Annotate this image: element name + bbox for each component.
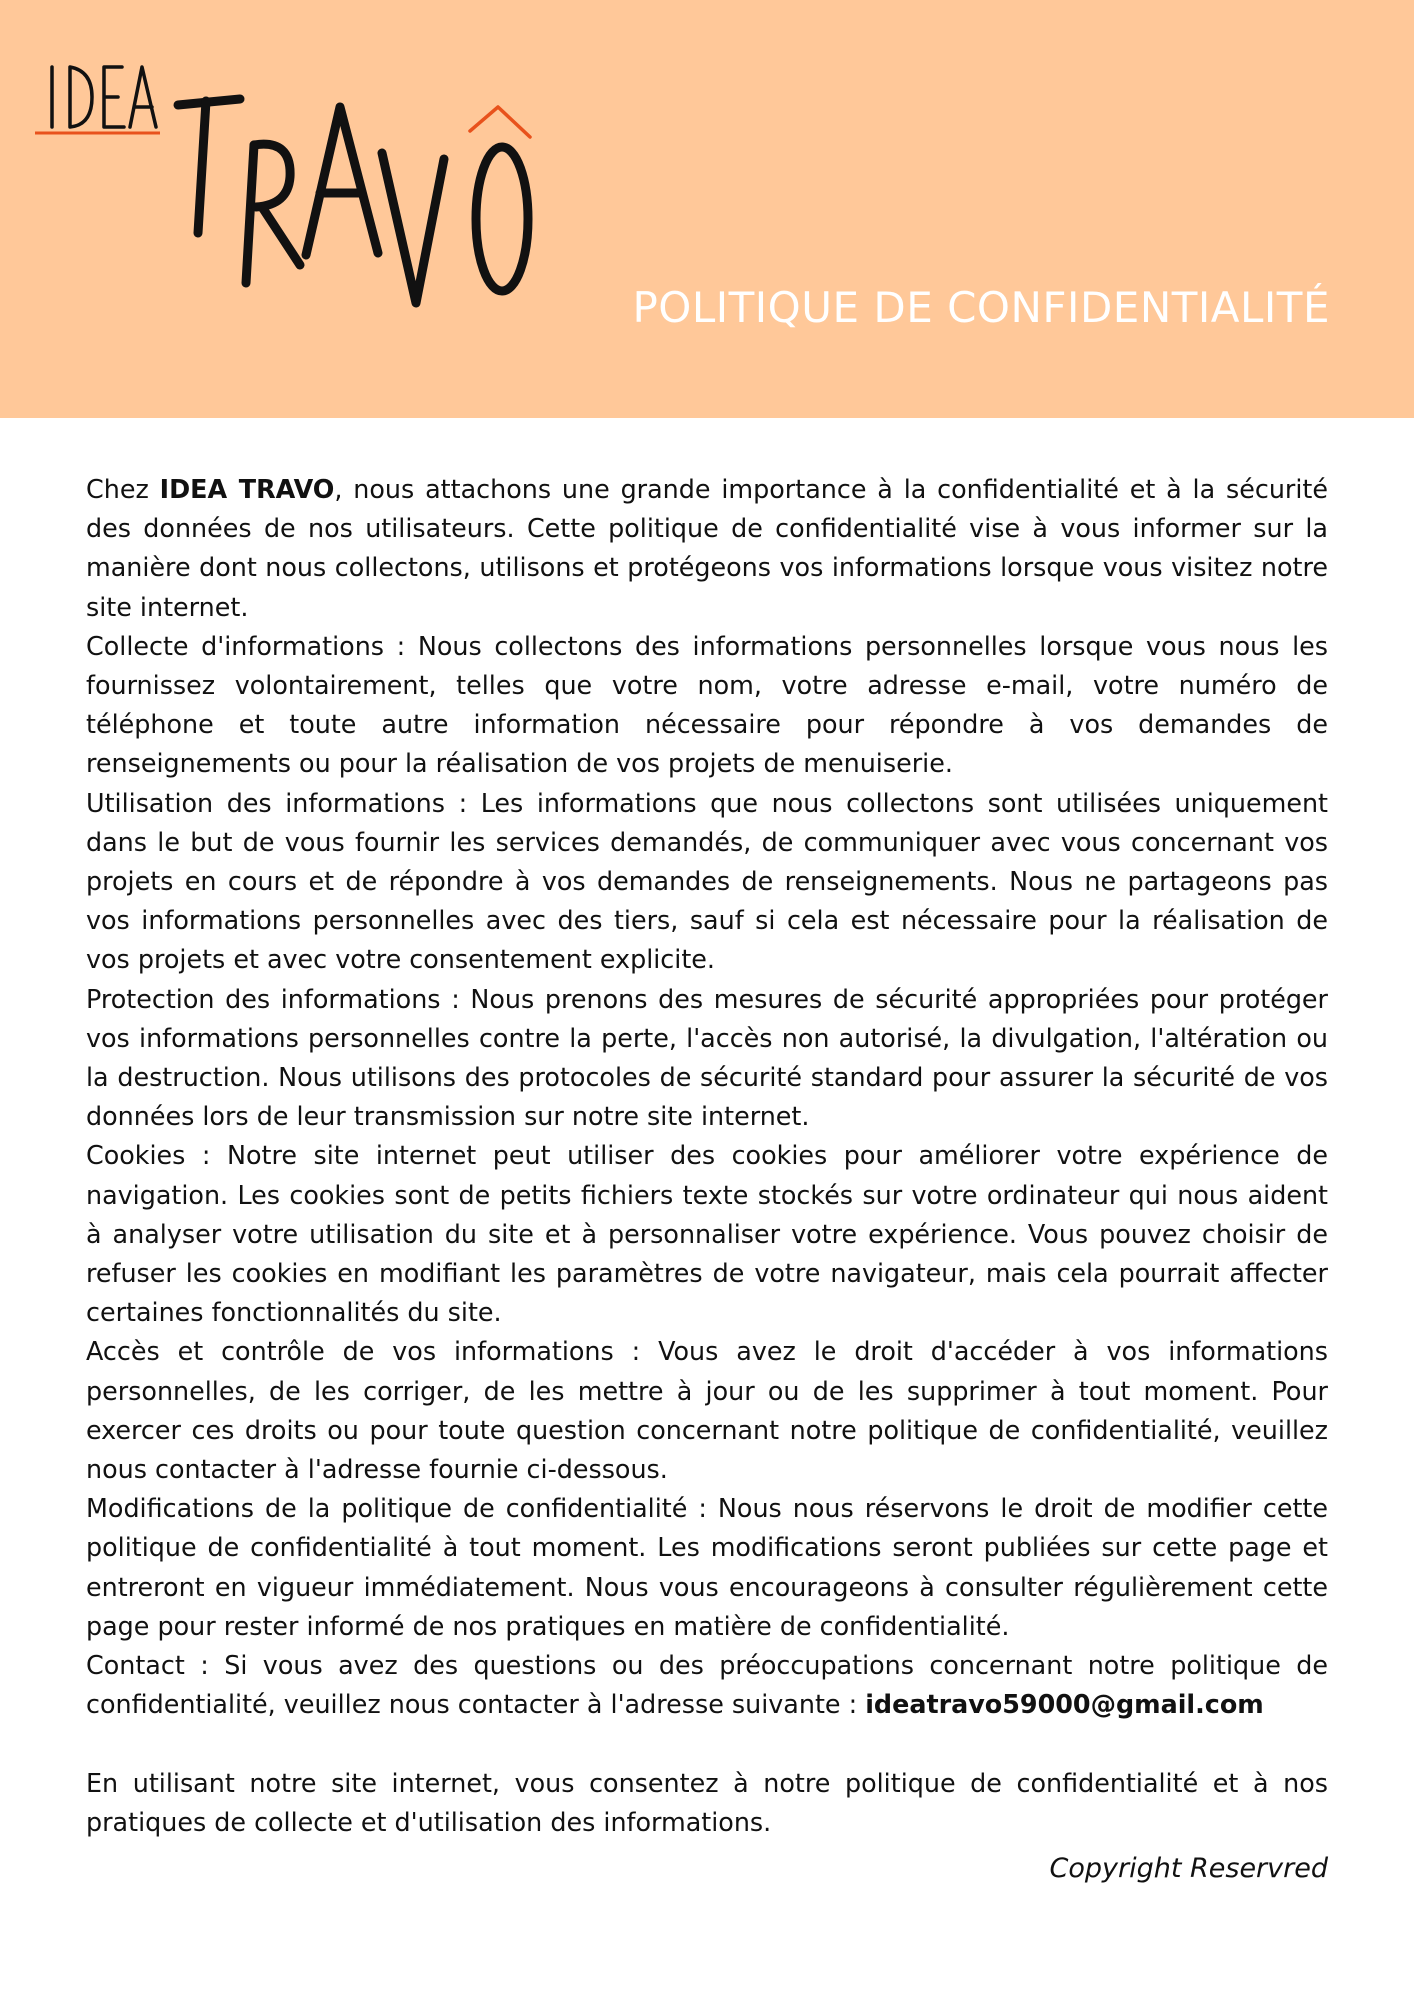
section-data-usage: Utilisation des informations : Les informations que nous collectons sont utilisées uniquement dans le but de vous fournir les services demandés, de communiquer avec vous concernant vos projets en cours et de répondre à vos demandes de renseignements. Nous ne partageons pas vos informations personnelles avec des tiers, sauf si cela est nécessaire pour la réalisation de vos projets et avec votre consentement explicite. — [86, 787, 1328, 975]
contact-text: Contact : Si vous avez des questions ou des préoccupations concernant notre politique de confidentialité, veuillez nous contacter à l'adresse suivante : — [86, 1650, 1328, 1720]
page-title: POLITIQUE DE CONFIDENTIALITÉ — [632, 283, 1330, 332]
intro-text: , nous attachons une grande importance à la confidentialité et à la sécurité des données de nos utilisateurs. Cette politique de confidentialité vise à vous informer sur la manière dont nous collectons, utilisons et protégeons vos informations lorsque vous visitez notre site internet. — [86, 474, 1328, 622]
section-contact — [86, 1646, 1328, 1724]
header-banner — [0, 0, 1414, 418]
company-name: IDEA TRAVO — [159, 474, 335, 504]
section-data-protection: Protection des informations : Nous prenons des mesures de sécurité appropriées pour protéger vos informations personnelles contre la perte, l'accès non autorisé, la divulgation, l'altération ou la destruction. Nous utilisons des protocoles de sécurité standard pour assurer la sécurité de vos données lors de leur transmission sur notre site internet. — [86, 983, 1328, 1132]
idea-travo-logo — [30, 55, 570, 315]
intro-prefix: Chez — [86, 474, 160, 504]
policy-content — [86, 470, 1328, 1842]
section-policy-changes: Modifications de la politique de confidentialité : Nous nous réservons le droit de modifier cette politique de confidentialité à tout moment. Les modifications seront publiées sur cette page et entreront en vigueur immédiatement. Nous vous encourageons à consulter régulièrement cette page pour rester informé de nos pratiques en matière de confidentialité. — [86, 1493, 1328, 1641]
section-data-collection: Collecte d'informations : Nous collectons des informations personnelles lorsque vous nous les fournissez volontairement, telles que votre nom, votre adresse e-mail, votre numéro de téléphone et toute autre information nécessaire pour répondre à vos demandes de renseignements ou pour la réalisation de vos projets de menuiserie. — [86, 630, 1328, 779]
closing-paragraph: En utilisant notre site internet, vous consentez à notre politique de confidentialité et à nos pratiques de collecte et d'utilisation des informations. — [86, 1767, 1328, 1837]
intro-paragraph — [86, 470, 1328, 627]
copyright-notice: Copyright Reservred — [1049, 1853, 1328, 1884]
section-cookies: Cookies : Notre site internet peut utiliser des cookies pour améliorer votre expérience de navigation. Les cookies sont de petits fichiers texte stockés sur votre ordinateur qui nous aident à analyser votre utilisation du site et à personnaliser votre expérience. Vous pouvez choisir de refuser les cookies en modifiant les paramètres de votre navigateur, mais cela pourrait affecter certaines fonctionnalités du site. — [86, 1140, 1328, 1328]
contact-email[interactable]: ideatravo59000@gmail.com — [865, 1689, 1264, 1720]
section-access-control: Accès et contrôle de vos informations : Vous avez le droit d'accéder à vos informations personnelles, de les corriger, de les mettre à jour ou de les supprimer à tout moment. Pour exercer ces droits ou pour toute question concernant notre politique de confidentialité, veuillez nous contacter à l'adresse fournie ci-dessous. — [86, 1336, 1328, 1485]
